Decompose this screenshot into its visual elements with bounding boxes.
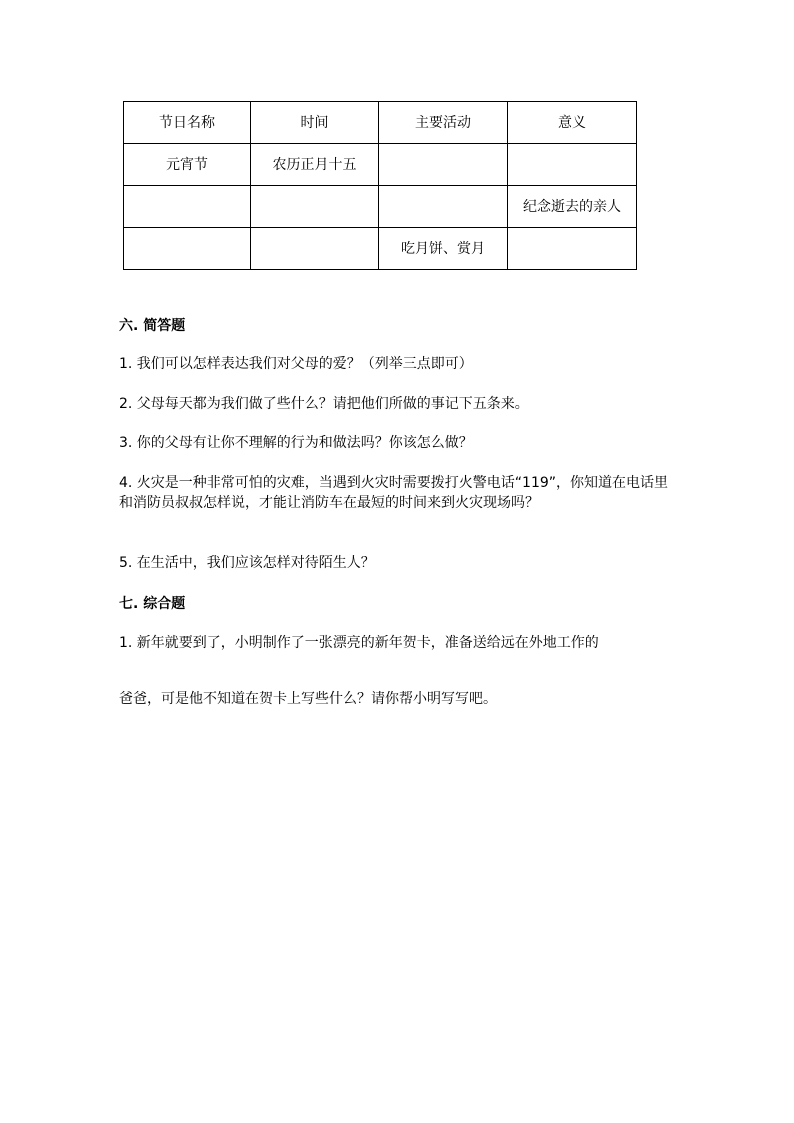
question-6-5: 5. 在生活中，我们应该怎样对待陌生人？ xyxy=(119,555,375,571)
question-6-1: 1. 我们可以怎样表达我们对父母的爱？（列举三点即可） xyxy=(119,356,473,372)
table-cell: 吃月饼、赏月 xyxy=(379,228,508,270)
table-cell xyxy=(251,228,379,270)
table-header-cell: 时间 xyxy=(251,102,379,144)
table-row xyxy=(124,186,637,228)
section-6-title: 六. 简答题 xyxy=(119,318,186,334)
table-cell xyxy=(379,186,508,228)
table-cell xyxy=(379,144,508,186)
table-header-cell: 意义 xyxy=(508,102,637,144)
table-row xyxy=(124,228,637,270)
table-cell xyxy=(251,186,379,228)
table-cell: 纪念逝去的亲人 xyxy=(508,186,637,228)
table-header-row xyxy=(124,102,637,144)
question-6-4: 4. 火灾是一种非常可怕的灾难，当遇到火灾时需要拨打火警电话“119”，你知道在电话里和消防员叔叔怎样说，才能让消防车在最短的时间来到火灾现场吗？ xyxy=(119,475,669,511)
table-cell: 农历正月十五 xyxy=(251,144,379,186)
question-6-3: 3. 你的父母有让你不理解的行为和做法吗？你该怎么做？ xyxy=(119,435,473,451)
question-6-2: 2. 父母每天都为我们做了些什么？请把他们所做的事记下五条来。 xyxy=(119,396,529,412)
table-cell xyxy=(124,186,251,228)
table-cell xyxy=(508,144,637,186)
question-7-1-line-1: 1. 新年就要到了，小明制作了一张漂亮的新年贺卡，准备送给远在外地工作的 xyxy=(119,635,599,651)
table-cell: 元宵节 xyxy=(124,144,251,186)
festival-table xyxy=(123,101,637,270)
section-7-title: 七. 综合题 xyxy=(119,596,186,612)
table-cell xyxy=(508,228,637,270)
table-cell xyxy=(124,228,251,270)
table-header-cell: 节日名称 xyxy=(124,102,251,144)
question-7-1-line-2: 爸爸，可是他不知道在贺卡上写些什么？请你帮小明写写吧。 xyxy=(119,691,497,707)
table-header-cell: 主要活动 xyxy=(379,102,508,144)
table-row xyxy=(124,144,637,186)
